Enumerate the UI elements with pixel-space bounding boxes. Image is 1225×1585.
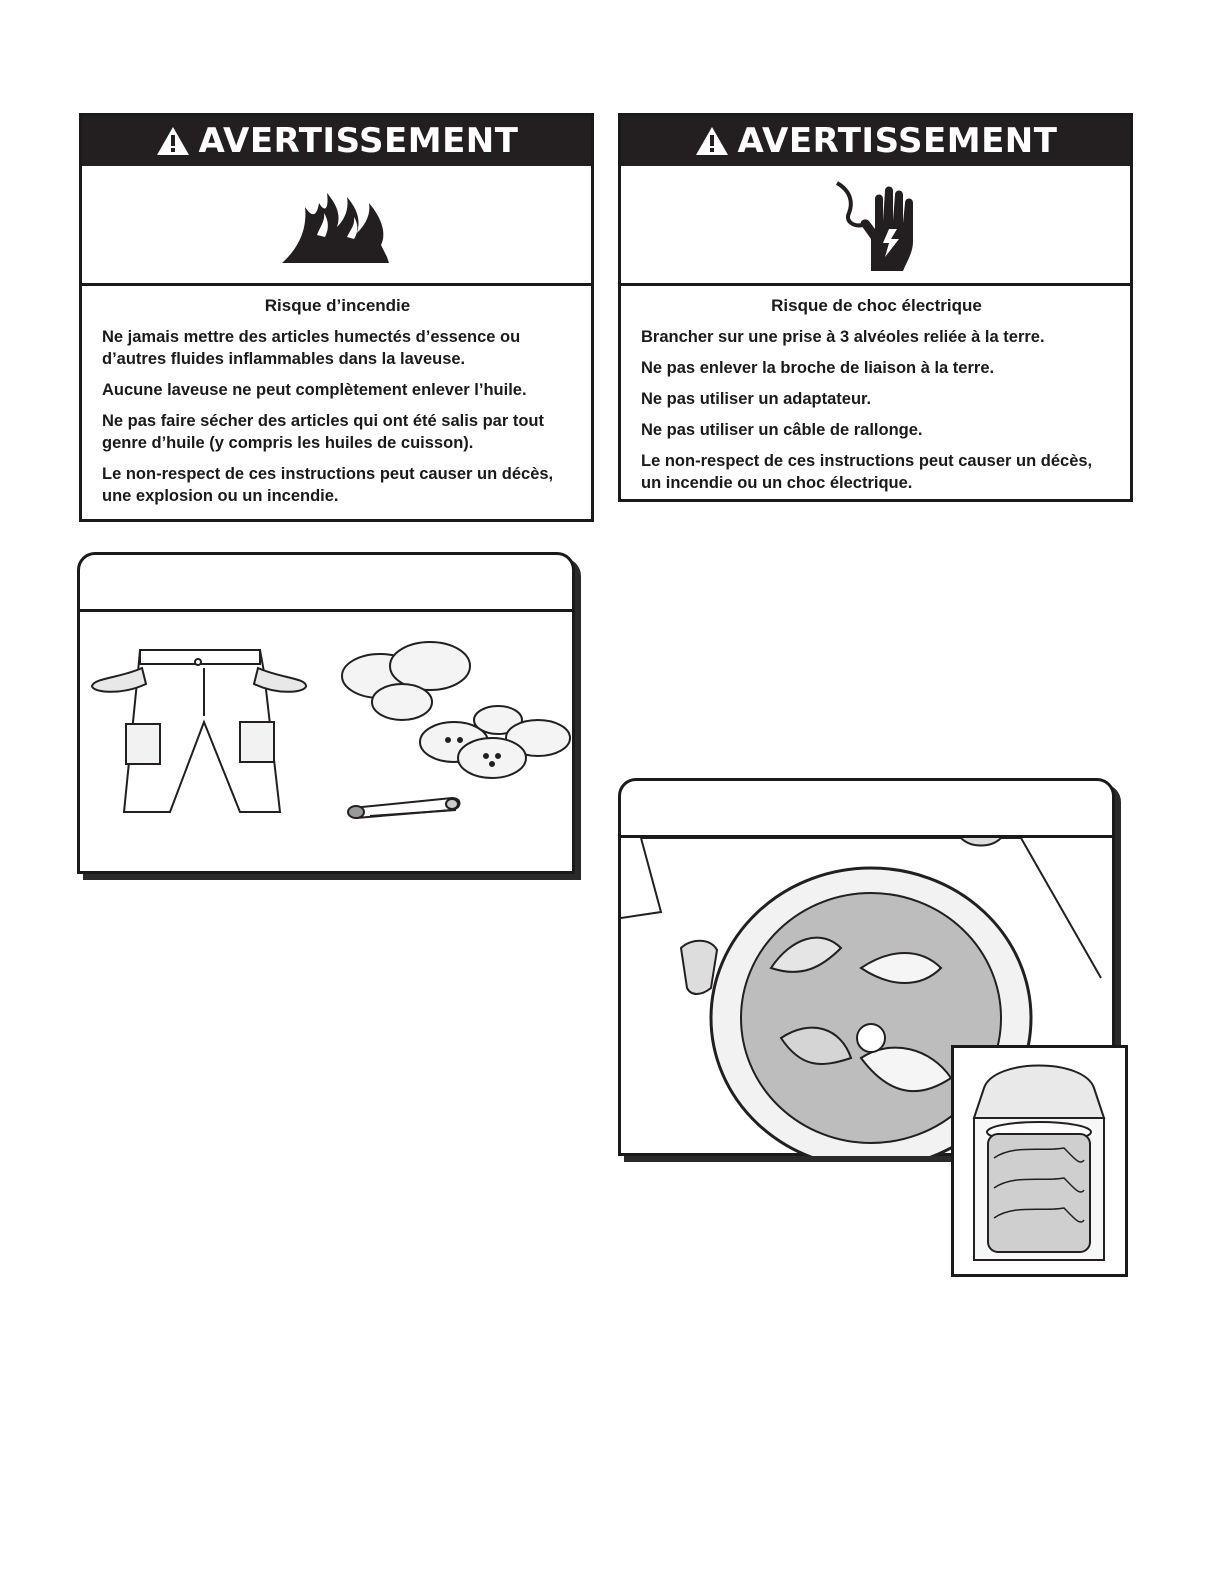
- fire-icon: [277, 185, 397, 265]
- fire-warning-header-text: AVERTISSEMENT: [198, 121, 519, 161]
- fire-warning-header: [82, 116, 591, 166]
- pockets-illustration-box: [77, 552, 575, 874]
- washer-inset-box: [951, 1045, 1128, 1277]
- top-load-washer-icon: [954, 1048, 1125, 1274]
- fire-warning-line: Ne jamais mettre des articles humectés d’essence ou d’autres fluides inflammables dans la laveuse.: [102, 328, 521, 368]
- shock-warning-body: [621, 286, 1130, 513]
- shock-warning-title: Risque de choc électrique: [771, 296, 982, 315]
- shock-icon-area: [621, 166, 1130, 286]
- shock-warning-line: Le non-respect de ces instructions peut causer un décès, un incendie ou un choc électrique.: [641, 452, 1093, 492]
- warning-triangle-icon: [155, 125, 191, 157]
- pockets-illustration-header: [80, 555, 572, 612]
- coins-icon: [342, 642, 470, 720]
- fire-icon-area: [82, 166, 591, 286]
- fire-warning-body: [82, 286, 591, 526]
- shock-warning-header-text: AVERTISSEMENT: [737, 121, 1058, 161]
- shock-warning-line: Brancher sur une prise à 3 alvéoles reliée à la terre.: [641, 328, 1045, 346]
- empty-pockets-coins-buttons-pins-illustration: [80, 612, 572, 874]
- fire-warning-line: Le non-respect de ces instructions peut causer un décès, une explosion ou un incendie.: [102, 465, 554, 505]
- washer-illustration-header: [621, 781, 1112, 838]
- warning-triangle-icon: [694, 125, 730, 157]
- fire-warning-line: Aucune laveuse ne peut complètement enlever l’huile.: [102, 381, 527, 399]
- shock-warning-line: Ne pas enlever la broche de liaison à la terre.: [641, 359, 995, 377]
- pants-icon: [92, 650, 306, 812]
- fire-warning-title: Risque d’incendie: [264, 296, 411, 315]
- shock-warning-box: [618, 113, 1133, 502]
- shock-warning-line: Ne pas utiliser un câble de rallonge.: [641, 421, 923, 439]
- fire-warning-line: Ne pas faire sécher des articles qui ont été salis par tout genre d’huile (y compris les huiles de cuisson).: [102, 412, 544, 452]
- shock-warning-header: [621, 116, 1130, 166]
- electric-shock-hand-icon: [831, 177, 921, 273]
- shock-warning-line: Ne pas utiliser un adaptateur.: [641, 390, 872, 408]
- safety-pins-icon: [348, 798, 460, 818]
- fire-warning-box: [79, 113, 594, 522]
- buttons-icon: [420, 706, 570, 778]
